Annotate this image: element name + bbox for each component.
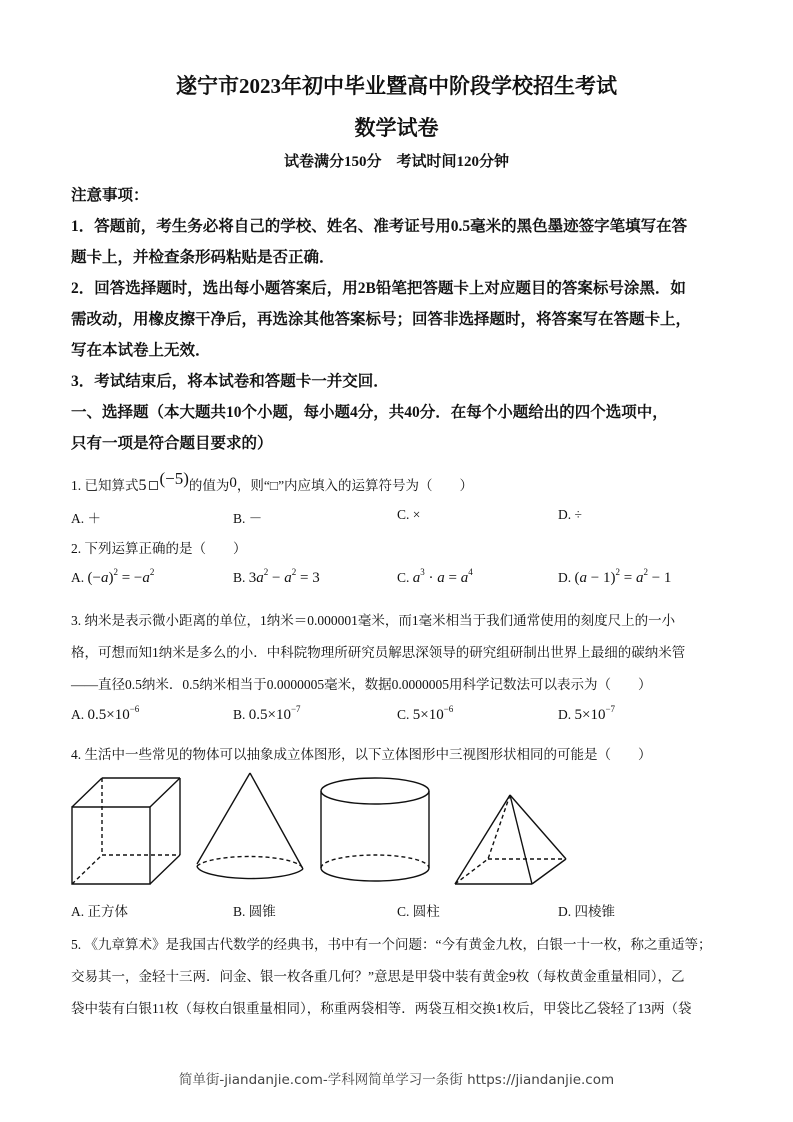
notice-line: 2．回答选择题时，选出每小题答案后，用2B铅笔把答题卡上对应题目的答案标号涂黑．如 — [71, 280, 686, 297]
question-3-option-c[interactable]: C. $5\times 10^{-6}$ — [397, 704, 454, 723]
question-3-option-b[interactable]: B. $0.5\times 10^{-7}$ — [233, 704, 301, 723]
notice-line: 1．答题前，考生务必将自己的学校、姓名、准考证号用0.5毫米的黑色墨迹签字笔填写在答 — [71, 218, 688, 235]
exam-subtitle: 数学试卷 — [354, 116, 439, 140]
question-1-option-a[interactable]: A. ＋ — [71, 511, 101, 526]
question-2-option-b[interactable]: B. $3a^2 - a^2 = 3$ — [233, 567, 320, 586]
notice-heading: 注意事项： — [71, 187, 149, 204]
question-3-option-a[interactable]: A. $0.5\times 10^{-6}$ — [71, 704, 140, 723]
footer-watermark: 简单街-jiandanjie.com-学科网简单学习一条街 https://jiandanjie.com — [178, 1072, 615, 1088]
notice-line: 题卡上，并检查条形码粘贴是否正确． — [71, 249, 335, 266]
question-5-line: 5. 《九章算术》是我国古代数学的经典书，书中有一个问题：“今有黄金九枚，白银一十一枚，称之重适等； — [71, 937, 712, 952]
question-3-option-d[interactable]: D. $5\times 10^{-7}$ — [558, 704, 616, 723]
notice-line: 写在本试卷上无效． — [71, 342, 211, 359]
question-4-option-d[interactable]: D. 四棱锥 — [558, 904, 615, 919]
question-3-line: 3. 纳米是表示微小距离的单位，1纳米＝0.000001毫米，而1毫米相当于我们通常使用的刻度尺上的一小 — [71, 613, 676, 628]
exam-info: 试卷满分150分 考试时间120分钟 — [283, 154, 509, 170]
question-1-option-c[interactable]: C. × — [397, 507, 421, 522]
question-2-stem: 2. 下列运算正确的是（ ） — [71, 541, 247, 556]
cube-figure — [72, 778, 180, 884]
question-4-option-c[interactable]: C. 圆柱 — [397, 904, 440, 919]
question-2-option-a[interactable]: A. $(-a)^2 = -a^2$ — [71, 567, 155, 586]
cone-figure — [197, 773, 303, 879]
square-pyramid-figure — [455, 795, 566, 884]
section-heading-cont: 只有一项是符合题目要求的） — [71, 435, 273, 452]
section-heading: 一、选择题（本大题共10个小题，每小题4分，共40分．在每个小题给出的四个选项中， — [71, 404, 668, 421]
question-1-option-b[interactable]: B. － — [233, 511, 263, 526]
question-1-option-d[interactable]: D. ÷ — [558, 507, 582, 522]
question-5-line: 交易其一，金轻十三两．问金、银一枚各重几何？”意思是甲袋中装有黄金9枚（每枚黄金重量相同），乙 — [71, 969, 685, 984]
question-2-option-d[interactable]: D. $(a - 1)^2 = a^2 - 1$ — [558, 567, 672, 586]
question-4-option-a[interactable]: A. 正方体 — [71, 904, 128, 919]
question-4-option-b[interactable]: B. 圆锥 — [233, 904, 276, 919]
question-3-line: 格，可想而知1纳米是多么的小．中科院物理所研究员解思深领导的研究组研制出世界上最细的碳纳米管 — [71, 645, 686, 660]
notice-line: 3．考试结束后，将本试卷和答题卡一并交回． — [71, 373, 389, 390]
question-1-stem: 1. 已知算式5 (−5)的值为0，则“□”内应填入的运算符号为（ ） — [71, 469, 474, 494]
exam-title: 遂宁市2023年初中毕业暨高中阶段学校招生考试 — [176, 74, 617, 98]
question-4-stem: 4. 生活中一些常见的物体可以抽象成立体图形，以下立体图形中三视图形状相同的可能是（ ） — [71, 747, 652, 762]
question-5-line: 袋中装有白银11枚（每枚白银重量相同），称重两袋相等．两袋互相交换1枚后，甲袋比乙袋轻了13两（袋 — [71, 1001, 692, 1016]
cylinder-figure — [321, 778, 429, 881]
notice-line: 需改动，用橡皮擦干净后，再选涂其他答案标号；回答非选择题时，将答案写在答题卡上， — [71, 311, 692, 328]
question-2-option-c[interactable]: C. $a^3 \cdot a = a^4$ — [397, 567, 473, 586]
question-3-line: ——直径0.5纳米．0.5纳米相当于0.0000005毫米，数据0.0000005用科学记数法可以表示为（ ） — [71, 677, 652, 692]
